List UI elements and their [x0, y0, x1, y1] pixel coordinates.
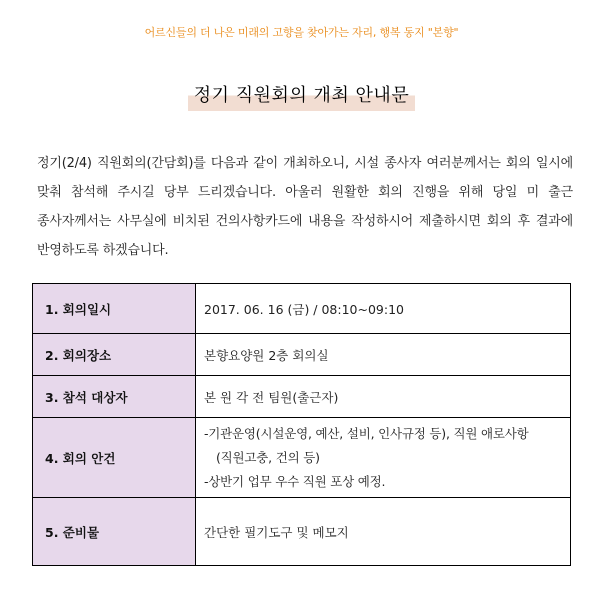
agenda-line-2: (직원고충, 건의 등) — [216, 449, 320, 465]
document-title: 정기 직원회의 개최 안내문 — [188, 79, 415, 111]
table-row-agenda — [33, 418, 571, 498]
row-value-location: 본향요양원 2층 회의실 — [196, 334, 571, 376]
row-label-supplies: 5. 준비물 — [33, 498, 196, 566]
agenda-line-1: -기관운영(시설운영, 예산, 설비, 인사규정 등), 직원 애로사항 — [204, 425, 529, 441]
table-row-location — [33, 334, 571, 376]
row-value-datetime: 2017. 06. 16 (금) / 08:10~09:10 — [196, 284, 571, 334]
row-label-location: 2. 회의장소 — [33, 334, 196, 376]
row-value-agenda — [196, 418, 571, 498]
intro-paragraph: 정기(2/4) 직원회의(간담회)를 다음과 같이 개최하오니, 시설 종사자 여러분께서는 회의 일시에 맞춰 참석해 주시길 당부 드리겠습니다. 아울러 원활한 회의 진행을 위해 당일 미 출근 종사자께서는 사무실에 비치된 건의사항카드에 내용을 작성하시어 제출하시면 회의 후 결과에 반영하도록 하겠습니다. — [37, 156, 573, 258]
table-row-supplies — [33, 498, 571, 566]
table-row-attendees — [33, 376, 571, 418]
title-container — [0, 79, 603, 111]
row-label-attendees: 3. 참석 대상자 — [33, 376, 196, 418]
header-tagline: 어르신들의 더 나은 미래의 고향을 찾아가는 자리, 행복 동지 "본향" — [144, 26, 459, 39]
row-label-agenda: 4. 회의 안건 — [33, 418, 196, 498]
agenda-line-3: -상반기 업무 우수 직원 포상 예정. — [204, 473, 386, 489]
row-value-attendees: 본 원 각 전 팀원(출근자) — [196, 376, 571, 418]
row-value-supplies: 간단한 필기도구 및 메모지 — [196, 498, 571, 566]
table-row-datetime — [33, 284, 571, 334]
meeting-info-table — [32, 283, 571, 566]
row-label-datetime: 1. 회의일시 — [33, 284, 196, 334]
